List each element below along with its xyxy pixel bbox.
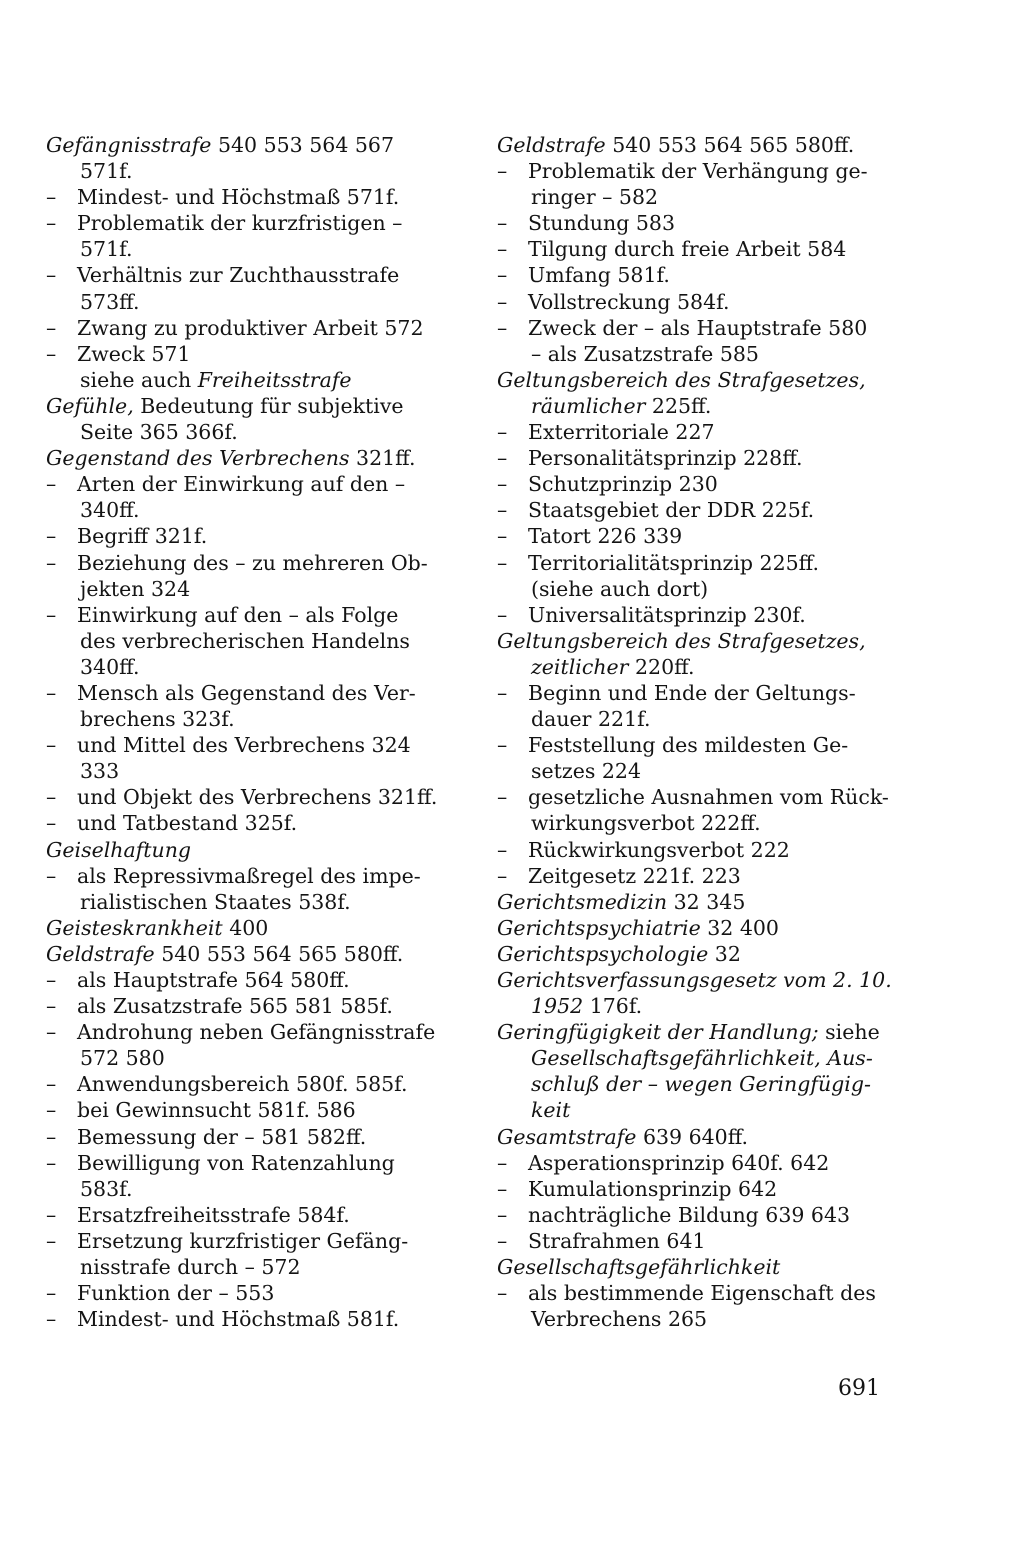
index-subentry [497, 523, 895, 549]
index-continuation [46, 889, 438, 915]
entry-term: Geiselhaftung [46, 837, 192, 862]
subentry-text: Verhältnis zur Zuchthausstrafe [77, 263, 400, 288]
index-continuation [497, 184, 895, 210]
index-subentry [497, 1150, 895, 1176]
continuation-text: (siehe auch dort) [531, 576, 709, 601]
see-also-reference [46, 367, 438, 393]
index-continuation [46, 706, 438, 732]
subentry-dash: – [46, 1098, 57, 1123]
index-subentry [497, 315, 895, 341]
continuation-text: 573ff. [80, 289, 140, 314]
subentry-dash: – [46, 315, 57, 340]
subentry-text: und Mittel des Verbrechens 324 [77, 733, 411, 758]
subentry-text: bei Gewinnsucht 581f. 586 [77, 1098, 356, 1123]
continuation-text: rialistischen Staates 538f. [80, 889, 351, 914]
entry-pages: 32 400 [700, 915, 779, 940]
subentry-dash: – [497, 498, 508, 523]
continuation-text: nisstrafe durch – 572 [80, 1255, 301, 1280]
index-subentry [497, 497, 895, 523]
index-entry-heading [497, 941, 895, 967]
index-entry-heading [46, 393, 438, 419]
entry-term: Geldstrafe [46, 941, 155, 966]
index-column-right [497, 132, 895, 1332]
index-subentry [46, 471, 438, 497]
subentry-text: als bestimmende Eigenschaft des [528, 1281, 876, 1306]
subentry-dash: – [46, 994, 57, 1019]
index-subentry [497, 784, 895, 810]
continuation-text: – als Zusatzstrafe 585 [531, 341, 759, 366]
entry-term: 1952 [531, 994, 584, 1019]
subentry-dash: – [46, 785, 57, 810]
index-subentry [46, 1150, 438, 1176]
continuation-text: 340ff. [80, 498, 140, 523]
entry-pages: siehe [818, 1020, 880, 1045]
index-subentry [46, 602, 438, 628]
entry-term: Geisteskrankheit [46, 915, 223, 940]
subentry-dash: – [497, 420, 508, 445]
subentry-text: Strafrahmen 641 [528, 1228, 706, 1253]
subentry-text: Problematik der kurzfristigen – [77, 211, 403, 236]
index-subentry [46, 1019, 438, 1045]
subentry-dash: – [497, 863, 508, 888]
index-subentry [46, 315, 438, 341]
subentry-text: Arten der Einwirkung auf den – [77, 472, 406, 497]
index-subentry [497, 837, 895, 863]
index-entry-heading [497, 1124, 895, 1150]
index-continuation [497, 341, 895, 367]
subentry-text: Zeitgesetz 221f. 223 [528, 863, 741, 888]
subentry-text: Begriff 321f. [77, 524, 208, 549]
entry-term: zeitlicher [531, 654, 629, 679]
subentry-dash: – [46, 550, 57, 575]
subentry-dash: – [46, 811, 57, 836]
index-subentry [497, 471, 895, 497]
index-continuation [46, 1176, 438, 1202]
subentry-text: und Tatbestand 325f. [77, 811, 298, 836]
index-subentry [46, 1071, 438, 1097]
index-subentry [46, 1097, 438, 1123]
subentry-text: Territorialitätsprinzip 225ff. [528, 550, 820, 575]
subentry-dash: – [497, 785, 508, 810]
entry-pages: 540 553 564 565 580ff. [605, 133, 855, 157]
entry-pages: 540 553 564 565 580ff. [154, 941, 404, 966]
index-subentry [497, 1228, 895, 1254]
subentry-text: Ersetzung kurzfristiger Gefäng- [77, 1228, 409, 1253]
index-subentry [497, 158, 895, 184]
index-subentry [46, 341, 438, 367]
entry-term: Geltungsbereich des Strafgesetzes, [497, 628, 866, 653]
index-continuation [497, 758, 895, 784]
subentry-text: Zweck der – als Hauptstrafe 580 [528, 315, 868, 340]
index-continuation [497, 576, 895, 602]
entry-pages: 220ff. [628, 654, 695, 679]
subentry-dash: – [497, 1202, 508, 1227]
entry-term: Gesamtstrafe [497, 1124, 637, 1149]
subentry-text: Rückwirkungsverbot 222 [528, 837, 790, 862]
index-entry-heading [497, 1254, 895, 1280]
index-subentry [46, 1124, 438, 1150]
entry-pages: 400 [222, 915, 269, 940]
subentry-dash: – [497, 159, 508, 184]
index-subentry [46, 1306, 438, 1332]
subentry-text: Personalitätsprinzip 228ff. [528, 446, 803, 471]
entry-term: Gesellschaftsgefährlichkeit [497, 1255, 781, 1280]
entry-pages: 540 553 564 567 [211, 133, 394, 157]
index-subentry [497, 732, 895, 758]
subentry-dash: – [46, 1281, 57, 1306]
subentry-text: und Objekt des Verbrechens 321ff. [77, 785, 438, 810]
index-entry-heading [46, 837, 438, 863]
index-column-left [46, 132, 438, 1332]
subentry-dash: – [46, 680, 57, 705]
index-subentry [46, 863, 438, 889]
index-subentry [497, 863, 895, 889]
subentry-dash: – [497, 1228, 508, 1253]
index-continuation [497, 1097, 895, 1123]
subentry-text: Bewilligung von Ratenzahlung [77, 1150, 395, 1175]
subentry-text: Asperationsprinzip 640f. 642 [528, 1150, 830, 1175]
index-continuation [497, 1306, 895, 1332]
index-continuation [46, 654, 438, 680]
subentry-dash: – [46, 1228, 57, 1253]
subentry-text: Beginn und Ende der Geltungs- [528, 680, 856, 705]
continuation-text: brechens 323f. [80, 707, 235, 732]
continuation-text: dauer 221f. [531, 707, 651, 732]
index-continuation [497, 393, 895, 419]
index-continuation [46, 1254, 438, 1280]
index-entry-heading [497, 967, 895, 993]
index-entry-heading [46, 132, 438, 158]
subentry-dash: – [46, 1072, 57, 1097]
index-entry-heading [497, 132, 895, 158]
subentry-text: Kumulationsprinzip 642 [528, 1176, 778, 1201]
subentry-dash: – [497, 315, 508, 340]
index-subentry [46, 1280, 438, 1306]
subentry-dash: – [46, 341, 57, 366]
cross-reference: Gesellschaftsgefährlichkeit, Aus- [531, 1046, 873, 1071]
index-subentry [46, 993, 438, 1019]
continuation-text: 583f. [80, 1176, 133, 1201]
subentry-text: Ersatzfreiheitsstrafe 584f. [77, 1202, 350, 1227]
entry-pages: 32 345 [667, 889, 746, 914]
entry-term: Gerichtspsychologie [497, 941, 709, 966]
index-subentry [46, 523, 438, 549]
subentry-dash: – [497, 472, 508, 497]
subentry-text: als Repressivmaßregel des impe- [77, 863, 421, 888]
subentry-dash: – [497, 733, 508, 758]
entry-term: räumlicher [531, 393, 646, 418]
entry-term: Gefängnisstrafe [46, 133, 212, 157]
subentry-dash: – [46, 863, 57, 888]
index-subentry [46, 1202, 438, 1228]
subentry-dash: – [497, 524, 508, 549]
entry-term: Gerichtsverfassungsgesetz vom 2. 10. [497, 968, 892, 992]
subentry-dash: – [46, 211, 57, 236]
continuation-text: Verbrechens 265 [531, 1307, 708, 1332]
subentry-dash: – [46, 733, 57, 758]
index-continuation [46, 497, 438, 523]
subentry-text: Mindest- und Höchstmaß 571f. [77, 185, 400, 210]
index-entry-heading [46, 445, 438, 471]
index-subentry [46, 262, 438, 288]
subentry-text: gesetzliche Ausnahmen vom Rück- [528, 785, 889, 810]
index-entry-heading [497, 915, 895, 941]
entry-term: Gerichtspsychiatrie [497, 915, 701, 940]
index-continuation [46, 576, 438, 602]
subentry-dash: – [497, 1281, 508, 1306]
subentry-text: Tatort 226 339 [528, 524, 683, 549]
subentry-dash: – [497, 263, 508, 288]
subentry-dash: – [46, 1020, 57, 1045]
index-continuation [497, 993, 895, 1019]
index-continuation [497, 654, 895, 680]
subentry-text: Problematik der Verhängung ge- [528, 159, 868, 184]
index-entry-heading [497, 628, 895, 654]
entry-pages: 321ff. [349, 446, 416, 471]
subentry-dash: – [46, 524, 57, 549]
continuation-text: 572 580 [80, 1046, 165, 1071]
index-continuation [46, 628, 438, 654]
index-subentry [46, 784, 438, 810]
index-entry-heading [497, 1019, 895, 1045]
entry-pages: 32 [708, 941, 741, 966]
index-subentry [497, 1176, 895, 1202]
continuation-text: 340ff. [80, 654, 140, 679]
index-entry-heading [497, 367, 895, 393]
see-also-label: siehe auch [80, 367, 198, 392]
entry-term: Geltungsbereich des Strafgesetzes, [497, 367, 866, 392]
subentry-text: nachträgliche Bildung 639 643 [528, 1202, 851, 1227]
index-continuation [46, 758, 438, 784]
index-subentry [46, 810, 438, 836]
subentry-text: Mensch als Gegenstand des Ver- [77, 680, 416, 705]
subentry-text: Funktion der – 553 [77, 1281, 275, 1306]
entry-term: Geldstrafe [497, 133, 606, 157]
subentry-dash: – [497, 211, 508, 236]
subentry-dash: – [497, 237, 508, 262]
subentry-text: Umfang 581f. [528, 263, 670, 288]
subentry-dash: – [497, 446, 508, 471]
continuation-text: ringer – 582 [531, 185, 659, 210]
subentry-dash: – [497, 1176, 508, 1201]
index-entry-heading [46, 915, 438, 941]
subentry-text: Tilgung durch freie Arbeit 584 [528, 237, 847, 262]
cross-reference: keit [531, 1098, 571, 1123]
index-subentry [497, 236, 895, 262]
index-subentry [497, 1202, 895, 1228]
entry-term: Geringfügigkeit der Handlung; [497, 1020, 819, 1045]
subentry-text: Anwendungsbereich 580f. 585f. [77, 1072, 408, 1097]
subentry-text: Stundung 583 [528, 211, 675, 236]
index-subentry [497, 289, 895, 315]
index-continuation [497, 1071, 895, 1097]
index-continuation [497, 706, 895, 732]
subentry-dash: – [497, 1150, 508, 1175]
subentry-dash: – [497, 602, 508, 627]
subentry-dash: – [46, 1124, 57, 1149]
subentry-text: Exterritoriale 227 [528, 420, 715, 445]
index-continuation [497, 1045, 895, 1071]
index-continuation [46, 158, 438, 184]
subentry-text: Zwang zu produktiver Arbeit 572 [77, 315, 424, 340]
subentry-dash: – [46, 968, 57, 992]
subentry-dash: – [46, 1150, 57, 1175]
subentry-text: Feststellung des mildesten Ge- [528, 733, 849, 758]
index-continuation [497, 810, 895, 836]
entry-term: Gerichtsmedizin [497, 889, 668, 914]
subentry-text: Universalitätsprinzip 230f. [528, 602, 806, 627]
entry-term: Gegenstand des Verbrechens [46, 446, 350, 471]
subentry-dash: – [46, 1307, 57, 1332]
index-continuation [46, 419, 438, 445]
index-entry-heading [46, 941, 438, 967]
index-subentry [46, 967, 438, 993]
continuation-text: des verbrecherischen Handelns [80, 628, 410, 653]
entry-pages: 639 640ff. [636, 1124, 749, 1149]
index-entry-heading [497, 889, 895, 915]
index-subentry [46, 550, 438, 576]
continuation-text: Seite 365 366f. [80, 420, 238, 445]
index-subentry [46, 1228, 438, 1254]
page-number: 691 [838, 1376, 880, 1401]
subentry-dash: – [46, 263, 57, 288]
subentry-text: Schutzprinzip 230 [528, 472, 718, 497]
subentry-dash: – [46, 1202, 57, 1227]
subentry-text: Mindest- und Höchstmaß 581f. [77, 1307, 400, 1332]
continuation-text: setzes 224 [531, 759, 641, 784]
index-continuation [46, 1045, 438, 1071]
continuation-text: 571f. [80, 159, 133, 184]
cross-reference: schluß der – wegen Geringfügig- [531, 1072, 871, 1097]
entry-term: Gefühle, [46, 393, 134, 418]
subentry-text: Beziehung des – zu mehreren Ob- [77, 550, 428, 575]
subentry-text: Androhung neben Gefängnisstrafe [77, 1020, 436, 1045]
subentry-dash: – [46, 602, 57, 627]
index-subentry [46, 210, 438, 236]
subentry-text: Bemessung der – 581 582ff. [77, 1124, 367, 1149]
index-subentry [46, 184, 438, 210]
continuation-text: 571f. [80, 237, 133, 262]
subentry-text: Staatsgebiet der DDR 225f. [528, 498, 815, 523]
index-continuation [46, 289, 438, 315]
index-subentry [497, 262, 895, 288]
index-subentry [497, 445, 895, 471]
subentry-text: als Hauptstrafe 564 580ff. [77, 968, 350, 992]
entry-pages: 225ff. [645, 393, 712, 418]
index-subentry [46, 680, 438, 706]
continuation-text: wirkungsverbot 222ff. [531, 811, 761, 836]
cross-reference: Freiheitsstrafe [197, 367, 352, 392]
index-subentry [497, 1280, 895, 1306]
entry-pages: Bedeutung für subjektive [133, 393, 404, 418]
index-subentry [497, 602, 895, 628]
subentry-text: Vollstreckung 584f. [528, 289, 730, 314]
subentry-dash: – [46, 185, 57, 210]
continuation-text: jekten 324 [80, 576, 191, 601]
index-subentry [497, 680, 895, 706]
index-continuation [46, 236, 438, 262]
subentry-text: Einwirkung auf den – als Folge [77, 602, 399, 627]
subentry-text: als Zusatzstrafe 565 581 585f. [77, 994, 393, 1019]
subentry-dash: – [497, 550, 508, 575]
subentry-dash: – [497, 680, 508, 705]
subentry-dash: – [497, 837, 508, 862]
subentry-text: Zweck 571 [77, 341, 191, 366]
entry-pages: 176f. [583, 994, 643, 1019]
subentry-dash: – [497, 289, 508, 314]
continuation-text: 333 [80, 759, 120, 784]
subentry-dash: – [46, 472, 57, 497]
index-subentry [46, 732, 438, 758]
index-subentry [497, 550, 895, 576]
index-subentry [497, 419, 895, 445]
index-subentry [497, 210, 895, 236]
